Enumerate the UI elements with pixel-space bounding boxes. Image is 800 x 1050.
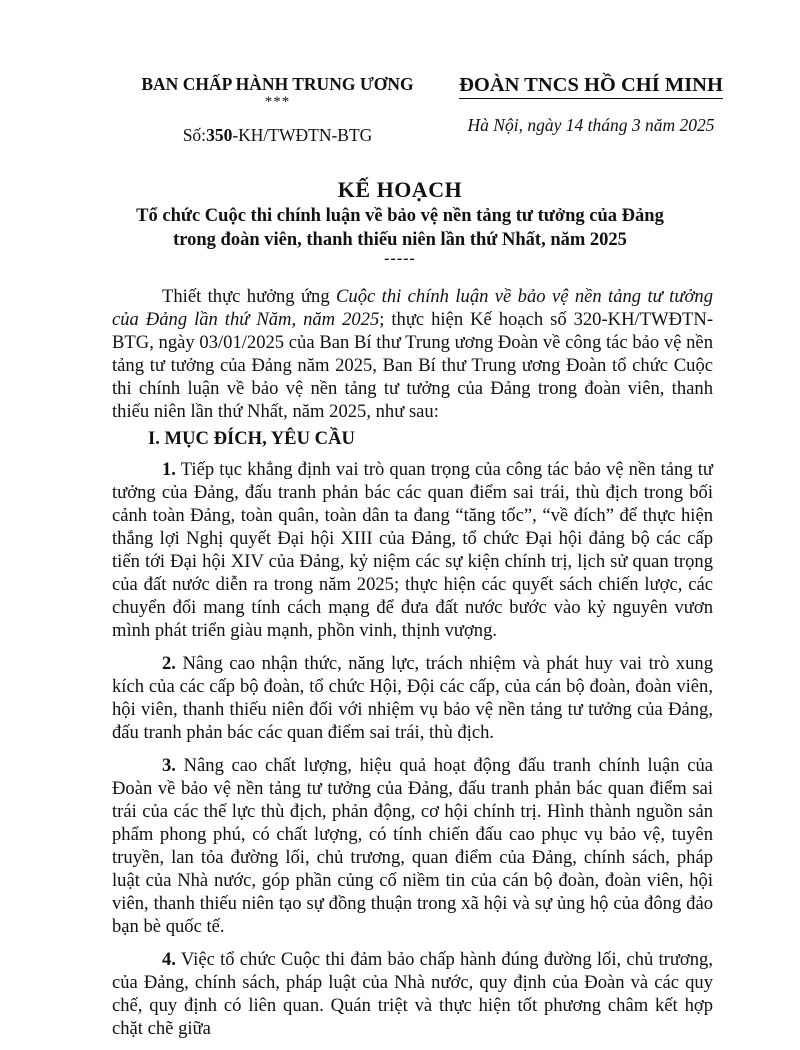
section-heading: I. MỤC ĐÍCH, YÊU CẦU <box>148 428 355 449</box>
document-subtitle-line1: Tổ chức Cuộc thi chính luận về bảo vệ nền tảng tư tưởng của Đảng <box>136 206 664 226</box>
intro-rest: ; thực hiện Kế hoạch số 320-KH/TWĐTN-BTG, ngày 03/01/2025 của Ban Bí thư Trung ương Đoàn về công tác bảo vệ nền tảng tư tưởng của Đảng năm 2025, Ban Bí thư Trung ương Đoàn tổ chức Cuộc thi chính luận về bảo vệ nền tảng tư tưởng của Đảng trong đoàn viên, thanh thiếu niên lần thứ Nhất, năm 2025, như sau: <box>112 309 714 422</box>
paragraph-item-2 <box>112 652 713 744</box>
intro-lead: Thiết thực hưởng ứng <box>162 286 337 307</box>
title-separator: ----- <box>384 250 416 267</box>
paragraph-item-1 <box>112 458 713 642</box>
intro-paragraph <box>112 285 713 423</box>
document-number-value: 350 <box>206 125 233 145</box>
union-name: ĐOÀN TNCS HỒ CHÍ MINH <box>459 72 723 99</box>
item-number: 3. <box>162 755 176 776</box>
item-text: Tiếp tục khẳng định vai trò quan trọng của công tác bảo vệ nền tảng tư tưởng của Đảng, đấu tranh phản bác các quan điểm sai trái, thù địch trong bối cảnh toàn Đảng, toàn quân, toàn dân ta đang “tăng tốc”, “về đích” để thực hiện thắng lợi Nghị quyết Đại hội XIII của Đảng, tổ chức Đại hội đảng bộ các cấp tiến tới Đại hội XIV của Đảng, kỷ niệm các sự kiện chính trị, lịch sử quan trọng của đất nước diễn ra trong năm 2025; thực hiện các quyết sách chiến lược, các chuyển đổi mang tính cách mạng để đưa đất nước bước vào kỷ nguyên vươn mình phát triển giàu mạnh, phồn vinh, thịnh vượng. <box>112 459 713 641</box>
title-block <box>100 176 700 266</box>
place-date: Hà Nội, ngày 14 tháng 3 năm 2025 <box>467 115 715 135</box>
item-text: Nâng cao nhận thức, năng lực, trách nhiệm và phát huy vai trò xung kích của các cấp bộ đoàn, tổ chức Hội, Đội các cấp, của cán bộ đoàn, đoàn viên, hội viên, thanh thiếu niên đối với nhiệm vụ bảo vệ nền tảng tư tưởng của Đảng, đấu tranh phản bác các quan điểm sai trái, thù địch. <box>112 653 713 743</box>
intro-contest-name: Cuộc thi chính luận về bảo vệ nền tảng tư tưởng của Đảng lần thứ Năm, năm 2025 <box>112 286 713 330</box>
document-number <box>130 123 425 147</box>
issuer-name: BAN CHẤP HÀNH TRUNG ƯƠNG <box>141 74 414 94</box>
paragraph-item-4 <box>112 948 713 1040</box>
document-number-suffix: -KH/TWĐTN-BTG <box>232 125 373 145</box>
stars-divider: *** <box>264 94 291 110</box>
document-type: KẾ HOẠCH <box>337 177 463 202</box>
issuer-block <box>130 72 425 147</box>
document-subtitle-line2: trong đoàn viên, thanh thiếu niên lần thứ Nhất, năm 2025 <box>173 230 627 250</box>
item-number: 1. <box>162 459 176 480</box>
document-body <box>112 285 713 1050</box>
union-block <box>446 72 736 137</box>
paragraph-item-3 <box>112 754 713 938</box>
item-text: Việc tổ chức Cuộc thi đảm bảo chấp hành đúng đường lối, chủ trương, của Đảng, chính sách, pháp luật của Nhà nước, quy định của Đoàn và các quy chế, quy định có liên quan. Quán triệt và thực hiện tốt phương châm kết hợp chặt chẽ giữa <box>112 949 713 1039</box>
item-number: 4. <box>162 949 176 970</box>
document-number-prefix: Số: <box>182 125 207 145</box>
item-text: Nâng cao chất lượng, hiệu quả hoạt động đấu tranh chính luận của Đoàn về bảo vệ nền tảng tư tưởng của Đảng, đấu tranh phản bác quan điểm sai trái của các thế lực thù địch, phản động, cơ hội chính trị. Hình thành nguồn sản phẩm phong phú, có chất lượng, có tính chiến đấu cao phục vụ bảo vệ, tuyên truyền, lan tỏa đường lối, chủ trương, quan điểm của Đảng, chính sách, pháp luật của Nhà nước, góp phần củng cố niềm tin của cán bộ đoàn, đoàn viên, hội viên, thanh thiếu niên tạo sự đồng thuận trong xã hội và sự ủng hộ của đông đảo bạn bè quốc tế. <box>112 755 713 937</box>
item-number: 2. <box>162 653 176 674</box>
